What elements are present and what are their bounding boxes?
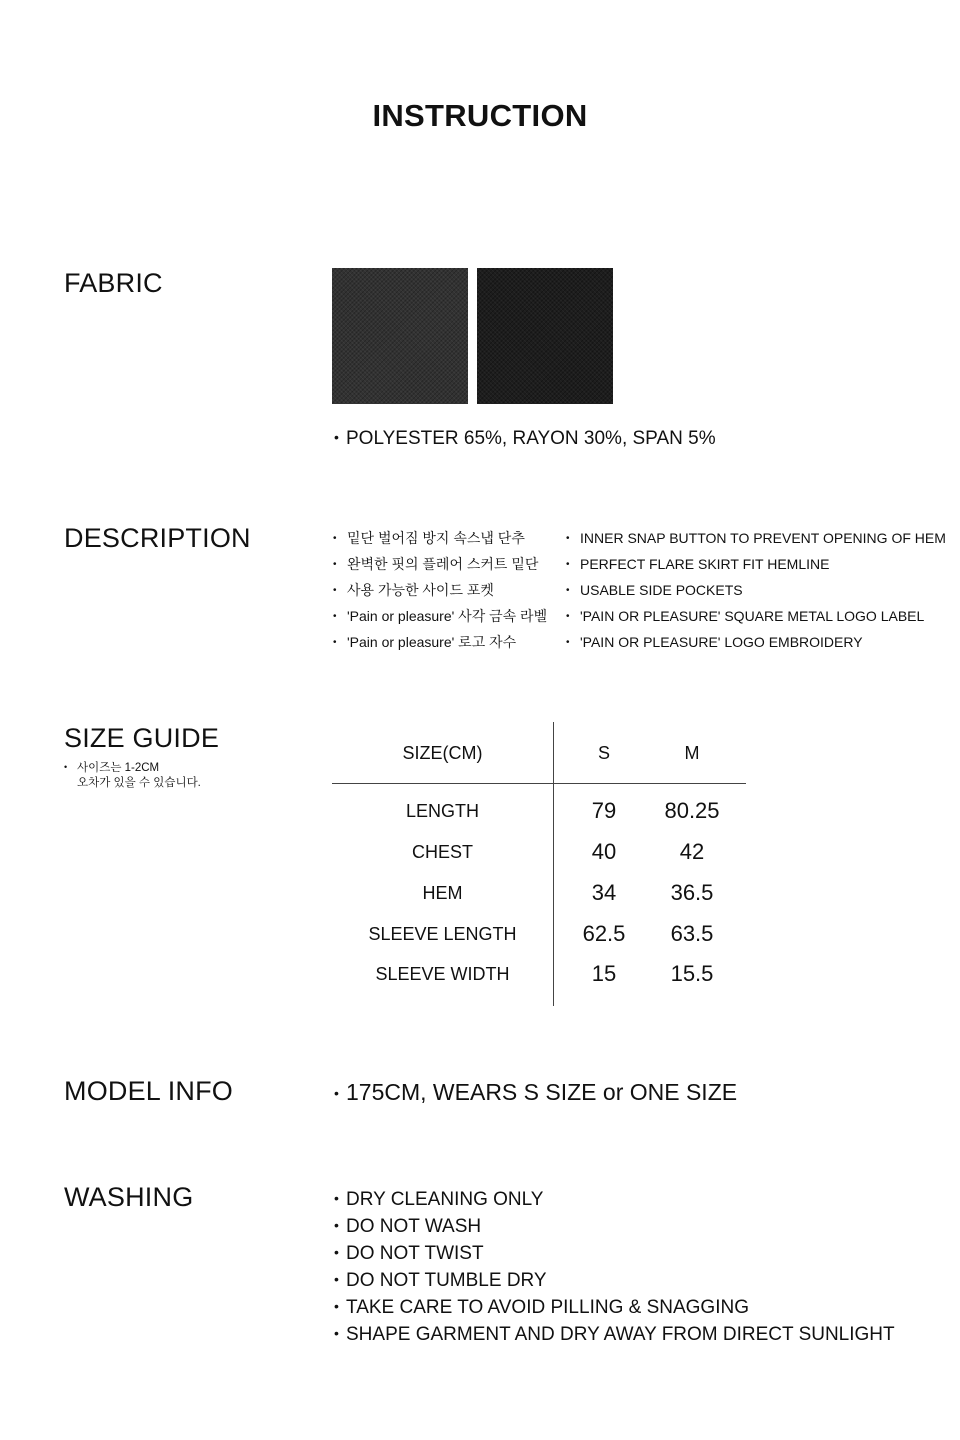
table-cell-s: 15 xyxy=(591,961,617,986)
description-item-en: • INNER SNAP BUTTON TO PREVENT OPENING OF HEM xyxy=(566,530,946,556)
size-note-line: 오차가 있을 수 있습니다. xyxy=(77,777,201,789)
table-cell-m: 15.5 xyxy=(670,961,714,986)
description-heading: DESCRIPTION xyxy=(64,523,251,553)
table-cell-s: 34 xyxy=(591,880,617,905)
washing-heading: WASHING xyxy=(64,1182,194,1212)
description-item-ko: • 'Pain or pleasure' 로고 자수 xyxy=(333,634,547,660)
washing-list xyxy=(334,1187,895,1349)
washing-item: • DO NOT WASH xyxy=(334,1214,895,1241)
table-cell-m: 63.5 xyxy=(670,921,714,946)
table-header-m: M xyxy=(684,743,700,763)
table-divider-horizontal xyxy=(332,783,746,784)
table-row-label: HEM xyxy=(422,883,463,903)
fabric-composition: • POLYESTER 65%, RAYON 30%, SPAN 5% xyxy=(334,428,716,450)
description-item-en: • PERFECT FLARE SKIRT FIT HEMLINE xyxy=(566,556,946,582)
description-item-ko: • 'Pain or pleasure' 사각 금속 라벨 xyxy=(333,608,547,634)
size-note-line: • 사이즈는 1-2CM xyxy=(64,760,201,776)
table-cell-s: 40 xyxy=(591,839,617,864)
size-table xyxy=(332,722,746,1006)
table-cell-m: 80.25 xyxy=(664,798,720,823)
table-row-label: CHEST xyxy=(411,842,473,862)
page-title: INSTRUCTION xyxy=(372,98,588,133)
table-divider-vertical xyxy=(553,722,554,1006)
description-item-en: • 'PAIN OR PLEASURE' SQUARE METAL LOGO LABEL xyxy=(566,608,946,634)
description-item-en: • 'PAIN OR PLEASURE' LOGO EMBROIDERY xyxy=(566,634,946,660)
washing-item: • DRY CLEANING ONLY xyxy=(334,1187,895,1214)
table-cell-s: 62.5 xyxy=(582,921,626,946)
washing-item: • DO NOT TUMBLE DRY xyxy=(334,1268,895,1295)
table-cell-s: 79 xyxy=(591,798,617,823)
description-item-ko: • 밑단 벌어짐 방지 속스냅 단추 xyxy=(333,530,547,556)
model-info-heading: MODEL INFO xyxy=(64,1076,234,1106)
table-row-label: SLEEVE WIDTH xyxy=(375,964,510,984)
washing-item: • SHAPE GARMENT AND DRY AWAY FROM DIRECT SUNLIGHT xyxy=(334,1322,895,1349)
description-item-ko: • 사용 가능한 사이드 포켓 xyxy=(333,582,547,608)
table-header-s: S xyxy=(597,743,610,763)
washing-item: • TAKE CARE TO AVOID PILLING & SNAGGING xyxy=(334,1295,895,1322)
description-item-en: • USABLE SIDE POCKETS xyxy=(566,582,946,608)
size-guide-note xyxy=(64,760,201,791)
table-header-size: SIZE(CM) xyxy=(402,743,483,763)
washing-item: • DO NOT TWIST xyxy=(334,1241,895,1268)
table-cell-m: 36.5 xyxy=(670,880,714,905)
fabric-heading: FABRIC xyxy=(64,268,163,298)
description-list-korean xyxy=(333,530,547,660)
table-row-label: SLEEVE LENGTH xyxy=(368,924,517,944)
size-guide-heading: SIZE GUIDE xyxy=(64,723,220,753)
table-row-label: LENGTH xyxy=(405,801,479,821)
model-info-text: • 175CM, WEARS S SIZE or ONE SIZE xyxy=(334,1079,737,1106)
table-cell-m: 42 xyxy=(679,839,705,864)
description-list-english xyxy=(566,530,946,660)
description-item-ko: • 완벽한 핏의 플레어 스커트 밑단 xyxy=(333,556,547,582)
fabric-swatch-black xyxy=(477,268,613,404)
fabric-swatch-charcoal xyxy=(332,268,468,404)
